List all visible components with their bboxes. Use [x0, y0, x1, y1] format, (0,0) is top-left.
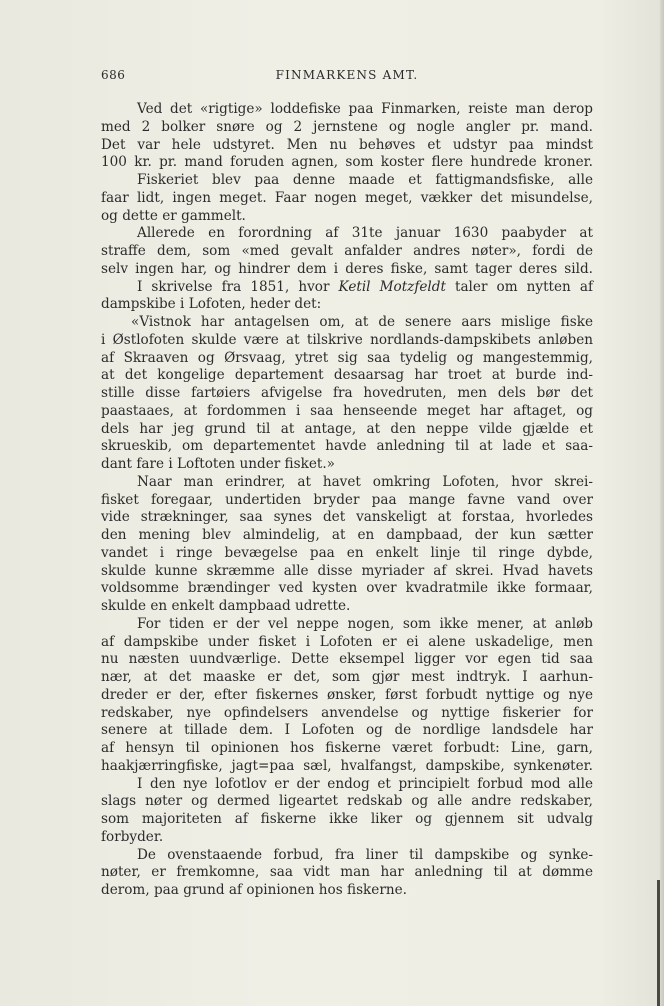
text-line: vide strækninger, saa synes det vanskeligt at forstaa, hvorledes	[101, 509, 593, 526]
text-line: For tiden er der vel neppe nogen, som ikke mener, at anløb	[137, 615, 593, 632]
text-line: derom, paa grund af opinionen hos fiskerne.	[101, 882, 407, 898]
person-name: Ketil Motzfeldt	[338, 278, 446, 295]
text-line: skulde en enkelt dampbaad udrette.	[101, 598, 351, 614]
text-line: og dette er gammelt.	[101, 207, 246, 224]
text-line: Det var hele udstyret. Men nu behøves et udstyr paa mindst	[101, 136, 593, 153]
text-line: Ved det «rigtige» loddefiske paa Finmarken, reiste man derop	[137, 101, 593, 117]
text-line: paastaaes, at fordommen i saa henseende meget har aftaget, og	[101, 402, 593, 419]
text-line: straffe dem, som «med gevalt anfalder andres nøter», fordi de	[101, 243, 593, 259]
page-header	[101, 68, 593, 86]
text-line: nøter, er fremkomne, saa vidt man har anledning til at dømme	[101, 864, 593, 881]
text-line: stille disse fartøiers afvigelse fra hovedruten, men dels bør det	[101, 385, 593, 401]
text-line: af dampskibe under fisket i Lofoten er ei alene uskadelige, men	[101, 633, 593, 650]
text-line: skulde kunne skræmme alle disse myriader af skrei. Hvad havets	[101, 562, 593, 579]
text-line: skrueskib, om departementet havde anledning til at lade et saa-	[101, 438, 593, 455]
text-line: selv ingen har, og hindrer dem i deres fiske, samt tager deres sild.	[101, 260, 593, 277]
text-line: Allerede en forordning af 31te januar 1630 paabyder at	[137, 225, 593, 242]
text-line: voldsomme brændinger ved kysten over kvadratmile ikke formaar,	[101, 580, 593, 597]
text-line: haakjærringfiske, jagt=paa sæl, hvalfangst, dampskibe, synkenøter.	[101, 757, 593, 774]
text-line: I den nye lofotlov er der endog et principielt forbud mod alle	[137, 775, 593, 792]
text-line: dant fare i Loftoten under fisket.»	[101, 456, 335, 472]
text-line: at det kongelige departement desaarsag har troet at burde ind-	[101, 367, 593, 384]
text-line: af Skraaven og Ørsvaag, ytret sig saa tydelig og mangestemmig,	[101, 349, 593, 366]
text-line: med 2 bolker snøre og 2 jernstene og nogle angler pr. mand.	[101, 118, 593, 135]
text-line: dampskibe i Lofoten, heder det:	[101, 296, 322, 313]
text-line: af hensyn til opinionen hos fiskerne været forbudt: Line, garn,	[101, 740, 593, 756]
text-line: «Vistnok har antagelsen om, at de senere aars mislige fiske	[131, 314, 593, 330]
text-line: nær, at det maaske er det, som gjør mest indtryk. I aarhun-	[101, 669, 593, 685]
text-line: senere at tillade dem. I Lofoten og de nordlige landsdele har	[101, 722, 593, 739]
text-line: nu næsten uundværlige. Dette eksempel ligger vor egen tid saa	[101, 651, 593, 668]
text-line: 100 kr. pr. mand foruden agnen, som koster flere hundrede kroner.	[101, 154, 593, 171]
text-line: som majoriteten af fiskerne ikke liker og gjennem sit udvalg	[101, 811, 593, 827]
text-line: faar lidt, ingen meget. Faar nogen meget, vækker det misundelse,	[101, 189, 593, 206]
text-line: dreder er der, efter fiskernes ønsker, først forbudt nyttige og nye	[101, 686, 593, 703]
page-edge	[660, 0, 664, 1006]
text-line: vandet i ringe bevægelse paa en enkelt linje til ringe dybde,	[101, 544, 593, 561]
text-line: Naar man erindrer, at havet omkring Lofoten, hvor skrei-	[137, 473, 593, 490]
text-line: Fiskeriet blev paa denne maade et fattigmandsfiske, alle	[137, 172, 593, 188]
text-line: De ovenstaaende forbud, fra liner til dampskibe og synke-	[137, 846, 593, 863]
text-segment: taler om nytten af	[454, 278, 594, 295]
text-line: fisket foregaar, undertiden bryder paa mange favne vand over	[101, 491, 593, 508]
page-number: 686	[101, 68, 126, 82]
page-edge-dark	[657, 880, 660, 1006]
text-line: i Østlofoten skulde være at tilskrive nordlands-dampskibets anløben	[101, 331, 593, 348]
text-line: dels har jeg grund til at antage, at den neppe vilde gjælde et	[101, 420, 593, 437]
body-text	[101, 101, 593, 900]
text-segment: I skrivelse fra 1851, hvor	[137, 278, 330, 295]
running-head: FINMARKENS AMT.	[275, 68, 419, 82]
text-line: den mening blev almindelig, at en dampbaad, der kun sætter	[101, 527, 593, 543]
text-line-with-name	[101, 279, 593, 297]
text-line: slags nøter og dermed ligeartet redskab og alle andre redskaber,	[101, 793, 593, 810]
text-line: forbyder.	[101, 828, 164, 845]
text-line: redskaber, nye opfindelsers anvendelse og nyttige fiskerier for	[101, 704, 593, 721]
